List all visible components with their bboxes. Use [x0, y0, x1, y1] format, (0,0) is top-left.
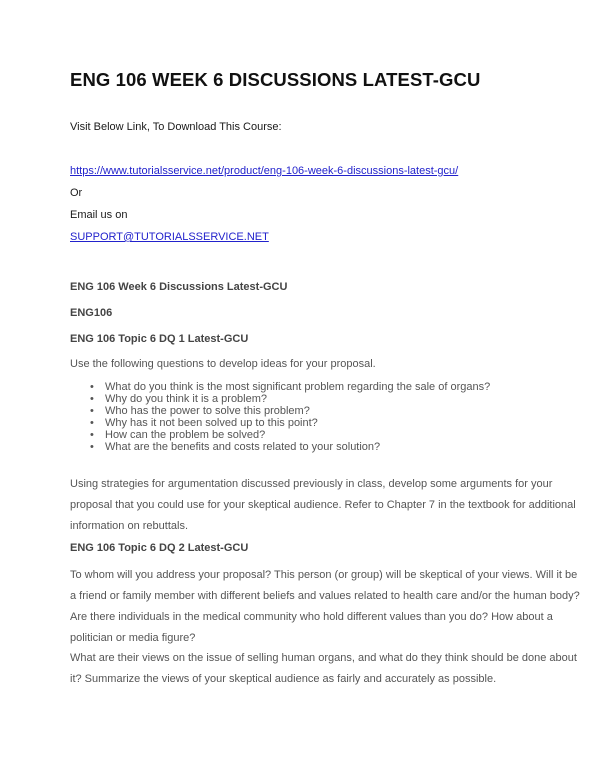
page-title: ENG 106 WEEK 6 DISCUSSIONS LATEST-GCU	[70, 69, 481, 90]
list-item: • Why do you think it is a problem?	[90, 393, 268, 405]
section-title: ENG 106 Week 6 Discussions Latest-GCU	[70, 281, 288, 293]
bullet-icon: •	[90, 405, 94, 417]
bullet-icon: •	[90, 417, 94, 429]
dq2-paragraph-1: To whom will you address your proposal? This person (or group) will be skeptical of your views. Will it be a friend or family member with different beliefs and values related to health care and/or the human body? Are there individuals in the medical community who hold different values than you do? How about a politician or media figure?	[70, 569, 580, 644]
visit-instruction: Visit Below Link, To Download This Course:	[70, 121, 282, 133]
list-item: • Why has it not been solved up to this point?	[90, 417, 318, 429]
support-email-link[interactable]: SUPPORT@TUTORIALSSERVICE.NET	[70, 231, 269, 243]
dq2-heading: ENG 106 Topic 6 DQ 2 Latest-GCU	[70, 542, 249, 554]
list-item: • What do you think is the most significant problem regarding the sale of organs?	[90, 381, 491, 393]
list-item: • Who has the power to solve this problem?	[90, 405, 310, 417]
or-text: Or	[70, 187, 83, 199]
dq1-paragraph: Using strategies for argumentation discussed previously in class, develop some arguments for your proposal that you could use for your skeptical audience. Refer to Chapter 7 in the textbook for additional information on rebuttals.	[70, 478, 576, 532]
dq2-paragraph-2: What are their views on the issue of selling human organs, and what do they think should be done about it? Summarize the views of your skeptical audience as fairly and accurately as possible.	[70, 652, 577, 685]
list-item: • How can the problem be solved?	[90, 429, 266, 441]
list-item: • What are the benefits and costs related to your solution?	[90, 441, 381, 453]
bullet-icon: •	[90, 441, 94, 453]
bullet-icon: •	[90, 429, 94, 441]
dq1-intro: Use the following questions to develop ideas for your proposal.	[70, 358, 376, 370]
course-download-link[interactable]: https://www.tutorialsservice.net/product/eng-106-week-6-discussions-latest-gcu/	[70, 165, 459, 177]
course-code: ENG106	[70, 307, 113, 319]
email-label: Email us on	[70, 209, 128, 221]
dq1-heading: ENG 106 Topic 6 DQ 1 Latest-GCU	[70, 333, 249, 345]
bullet-icon: •	[90, 393, 94, 405]
bullet-icon: •	[90, 381, 94, 393]
dq1-question-list	[70, 381, 490, 453]
